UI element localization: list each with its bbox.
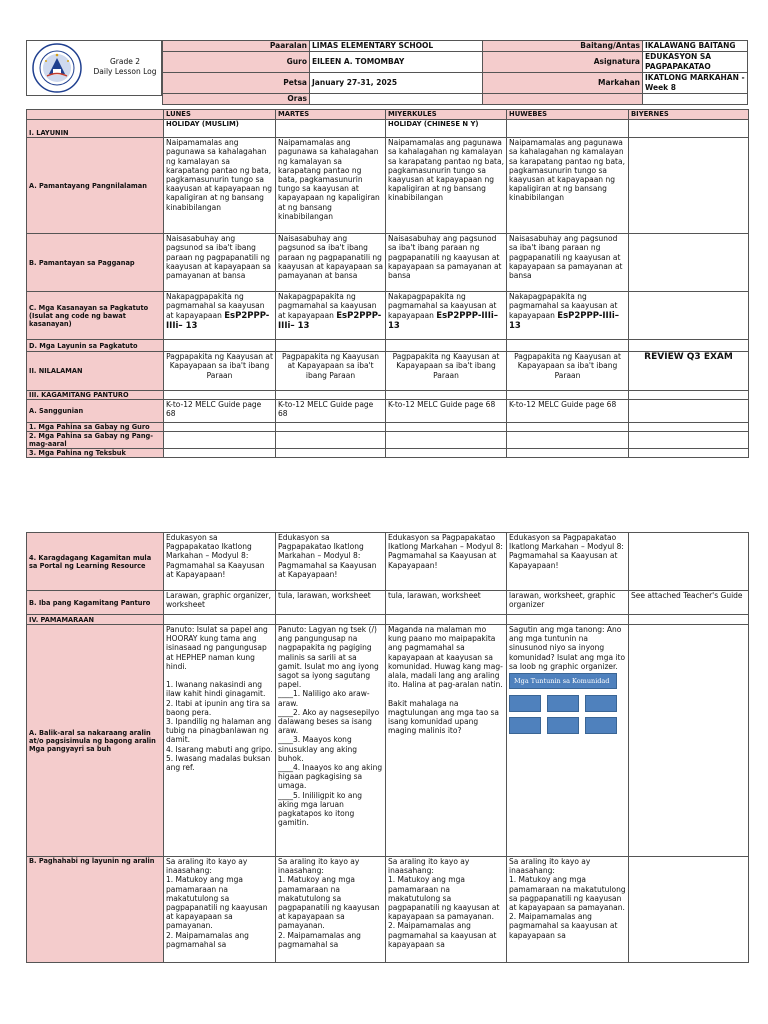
cell-huwebes: Pagpapakita ng Kaayusan at Kapayapaan sa iba't ibang Paraan <box>507 352 629 391</box>
subject-value: EDUKASYON SA PAGPAPAKATAO <box>643 52 748 73</box>
row-label: 3. Mga Pahina ng Teksbuk <box>27 449 164 458</box>
empty-cell <box>507 449 629 458</box>
empty-cell <box>164 449 276 458</box>
empty-cell <box>276 449 386 458</box>
section-layunin: I. LAYUNIN <box>27 120 164 138</box>
cell-biyernes <box>629 857 749 963</box>
layunin-row <box>27 120 749 138</box>
empty-cell <box>507 120 629 138</box>
organizer-box <box>585 717 617 734</box>
cell-biyernes <box>629 234 749 292</box>
row-label: C. Mga Kasanayan sa Pagkatuto (Isulat ang code ng bawat kasanayan) <box>27 292 164 340</box>
organizer-box <box>585 695 617 712</box>
empty-cell <box>276 423 386 432</box>
competency-code: EsP2PPP-IIIi– 13 <box>278 310 382 331</box>
row-label: 1. Mga Pahina sa Gabay ng Guro <box>27 423 164 432</box>
cell-martes: tula, larawan, worksheet <box>276 591 386 615</box>
cell-huwebes: larawan, worksheet, graphic organizer <box>507 591 629 615</box>
teacher-value: EILEEN A. TOMOMBAY <box>310 52 483 73</box>
header-label: Oras <box>163 94 310 105</box>
header-row <box>163 41 748 52</box>
row-label: D. Mga Layunin sa Pagkatuto <box>27 340 164 352</box>
empty-cell <box>629 432 749 449</box>
grade-label: Grade 2 <box>109 57 141 66</box>
day-huwebes: HUWEBES <box>507 110 629 120</box>
cell-huwebes: Naisasabuhay ang pagsunod sa iba't ibang paraan ng pagpapanatili ng kaayusan at kapayapaan sa pamayanan at bansa <box>507 234 629 292</box>
cell-lunes: Sa araling ito kayo ay inaasahang: 1. Matukoy ang mga pamamaraan na makatutulong sa pagpapanatili ng kaayusan at kapayapaan sa pamayanan. 2. Maipamamalas ang pagmamahal sa <box>164 857 276 963</box>
cell-biyernes: REVIEW Q3 EXAM <box>629 352 749 391</box>
header-row <box>163 73 748 94</box>
header-label: Paaralan <box>163 41 310 52</box>
organizer-box <box>547 717 579 734</box>
log-title: Daily Lesson Log <box>93 66 157 76</box>
cell-martes: Naisasabuhay ang pagsunod sa iba't ibang paraan ng pagpapanatili ng kaayusan at kapayapaan sa pamayanan at bansa <box>276 234 386 292</box>
row-label: A. Pamantayang Pangnilalaman <box>27 138 164 234</box>
competency-text: Nakapagpapakita ng pagmamahal sa kaayusan at kapayapaan <box>388 292 497 320</box>
cell-huwebes: Sa araling ito kayo ay inaasahang: 1. Matukoy ang mga pamamaraan na makatutulong sa pagpapanatili ng kaayusan at kapayapaan sa pamayanan. 2. Maipamamalas ang pagmamahal sa kaayusan at kapayapaan sa <box>507 857 629 963</box>
cell-miyerkules: tula, larawan, worksheet <box>386 591 507 615</box>
header-row <box>163 94 748 105</box>
holiday-miyerkules: HOLIDAY (CHINESE N Y) <box>386 120 507 138</box>
header-label: Asignatura <box>483 52 643 73</box>
cell-lunes: Naisasabuhay ang pagsunod sa iba't ibang paraan ng pagpapanatili ng kaayusan at kapayapaan sa pamayanan at bansa <box>164 234 276 292</box>
cell-martes <box>276 292 386 340</box>
empty-cell <box>629 615 749 625</box>
header-label: Guro <box>163 52 310 73</box>
deped-seal-icon <box>32 43 82 93</box>
teksbuk-row <box>27 449 749 458</box>
header-label: Markahan <box>483 73 643 94</box>
empty-cell <box>276 615 386 625</box>
cell-martes: Sa araling ito kayo ay inaasahang: 1. Matukoy ang mga pamamaraan na makatutulong sa pagpapanatili ng kaayusan at kapayapaan sa pamayanan. 2. Maipamamalas ang pagmamahal sa <box>276 857 386 963</box>
header-label: Petsa <box>163 73 310 94</box>
row-label: B. Iba pang Kagamitang Panturo <box>27 591 164 615</box>
empty-value <box>643 94 748 105</box>
empty-cell <box>164 432 276 449</box>
header-logo-box <box>26 40 162 96</box>
empty-cell <box>386 615 507 625</box>
competency-code: EsP2PPP-IIIi– 13 <box>509 310 620 331</box>
empty-cell <box>164 391 276 400</box>
paghahabi-row <box>27 857 749 963</box>
competency-text: Nakapagpapakita ng pagmamahal sa kaayusan at kapayapaan <box>166 292 265 320</box>
cell-miyerkules: Edukasyon sa Pagpapakatao Ikatlong Markahan – Modyul 8: Pagmamahal sa Kaayusan at Kapayapaan! <box>386 533 507 591</box>
days-header-row <box>27 110 749 120</box>
cell-martes: Naipamamalas ang pagunawa sa kahalagahan ng kamalayan sa karapatang pantao ng bata, pagkamasunurin tungo sa kaayusan at kapayapaan ng kapaligiran at ng bansang kinabibilangan <box>276 138 386 234</box>
cell-miyerkules: Naisasabuhay ang pagsunod sa iba't ibang paraan ng pagpapanatili ng kaayusan at kapayapaan sa pamayanan at bansa <box>386 234 507 292</box>
empty-cell <box>164 340 276 352</box>
cell-miyerkules: Pagpapakita ng Kaayusan at Kapayapaan sa iba't ibang Paraan <box>386 352 507 391</box>
empty-cell <box>629 391 749 400</box>
cell-miyerkules: K-to-12 MELC Guide page 68 <box>386 400 507 423</box>
cell-martes: Edukasyon sa Pagpapakatao Ikatlong Markahan – Modyul 8: Pagmamahal sa Kaayusan at Kapayapaan! <box>276 533 386 591</box>
row-label: B. Pamantayan sa Pagganap <box>27 234 164 292</box>
empty-cell <box>507 432 629 449</box>
empty-cell <box>629 449 749 458</box>
empty-cell <box>386 423 507 432</box>
cell-lunes: Edukasyon sa Pagpapakatao Ikatlong Markahan – Modyul 8: Pagmamahal sa Kaayusan at Kapayapaan! <box>164 533 276 591</box>
empty-cell <box>164 423 276 432</box>
lesson-log-table-part2 <box>26 532 749 963</box>
section-pamamaraan: IV. PAMAMARAAN <box>27 615 164 625</box>
empty-cell <box>276 340 386 352</box>
header-title <box>89 57 161 76</box>
cell-biyernes <box>629 292 749 340</box>
question-text: Sagutin ang mga tanong: Ano ang mga tuntunin na sinusunod niyo sa inyong komunidad? Isulat ang mga ito sa loob ng graphic organizer. <box>509 625 626 671</box>
cell-martes: Pagpapakita ng Kaayusan at Kapayapaan sa iba't ibang Paraan <box>276 352 386 391</box>
iba-pang-row <box>27 591 749 615</box>
cell-miyerkules <box>386 292 507 340</box>
cell-huwebes: K-to-12 MELC Guide page 68 <box>507 400 629 423</box>
graphic-organizer <box>509 673 617 735</box>
cell-martes: K-to-12 MELC Guide page 68 <box>276 400 386 423</box>
empty-cell <box>386 449 507 458</box>
kagamitan-row <box>27 391 749 400</box>
time-value <box>310 94 483 105</box>
pamamaraan-row <box>27 615 749 625</box>
pamantayan-sa-pagganap-row <box>27 234 749 292</box>
kasanayan-row <box>27 292 749 340</box>
header-info-table <box>162 40 748 105</box>
quarter-value: IKATLONG MARKAHAN - Week 8 <box>643 73 748 94</box>
cell-biyernes <box>629 533 749 591</box>
lesson-log-table-part1 <box>26 109 749 458</box>
row-label: A. Sanggunian <box>27 400 164 423</box>
grade-level-value: IKALAWANG BAITANG <box>643 41 748 52</box>
gabay-magaaral-row <box>27 432 749 449</box>
cell-miyerkules: Naipamamalas ang pagunawa sa kahalagahan ng kamalayan sa karapatang pantao ng bata, pagkamasunurin tungo sa kaayusan at kapayapaan ng kapaligiran at ng bansang kinabibilangan <box>386 138 507 234</box>
cell-huwebes: Naipamamalas ang pagunawa sa kahalagahan ng kamalayan sa karapatang pantao ng bata, pagkamasunurin tungo sa kaayusan at kapayapaan ng kapaligiran at ng bansang kinabibilangan <box>507 138 629 234</box>
cell-huwebes <box>507 625 629 857</box>
holiday-lunes: HOLIDAY (MUSLIM) <box>164 120 276 138</box>
portal-row <box>27 533 749 591</box>
cell-biyernes <box>629 625 749 857</box>
empty-cell <box>507 340 629 352</box>
empty-cell <box>386 340 507 352</box>
balik-aral-row <box>27 625 749 857</box>
corner-cell <box>27 110 164 120</box>
empty-cell <box>164 615 276 625</box>
section-kagamitan: III. KAGAMITANG PANTURO <box>27 391 164 400</box>
cell-lunes: Naipamamalas ang pagunawa sa kahalagahan ng kamalayan sa karapatang pantao ng bata, pagkamasunurin tungo sa kaayusan at kapayapaan ng kapaligiran at ng bansang kinabibilangan <box>164 138 276 234</box>
competency-text: Nakapagpapakita ng pagmamahal sa kaayusan at kapayapaan <box>509 292 618 320</box>
organizer-title: Mga Tuntunin sa Komunidad <box>509 673 617 689</box>
cell-huwebes <box>507 292 629 340</box>
day-lunes: LUNES <box>164 110 276 120</box>
cell-martes: Panuto: Lagyan ng tsek (/) ang pangungusap na nagpapakita ng pagiging malinis sa sarili at sa gamit. Isulat mo ang iyong sagot sa iyong sagutang papel. ____1. Naliligo ako araw-araw. ____2. Ako ay nagsesepilyo dalawang beses sa isang araw. ____3. Maayos kong sinusuklay ang aking buhok. ____4. Inaayos ko ang aking higaan pagkagising sa umaga. ____5. Inililigpit ko ang aking mga laruan pagkatapos ko itong gamitin. <box>276 625 386 857</box>
empty-cell <box>507 391 629 400</box>
cell-biyernes <box>629 400 749 423</box>
day-biyernes: BIYERNES <box>629 110 749 120</box>
cell-lunes: Pagpapakita ng Kaayusan at Kapayapaan sa iba't ibang Paraan <box>164 352 276 391</box>
empty-cell <box>629 340 749 352</box>
empty-cell <box>629 120 749 138</box>
cell-miyerkules: Sa araling ito kayo ay inaasahang: 1. Matukoy ang mga pamamaraan na makatutulong sa pagpapanatili ng kaayusan at kapayapaan sa pamayanan. 2. Maipamamalas ang pagmamahal sa kaayusan at kapayapaan sa <box>386 857 507 963</box>
empty-cell <box>276 432 386 449</box>
pamantayang-pangnilalaman-row <box>27 138 749 234</box>
gabay-guro-row <box>27 423 749 432</box>
cell-lunes: K-to-12 MELC Guide page 68 <box>164 400 276 423</box>
competency-code: EsP2PPP-IIIi– 13 <box>388 310 499 331</box>
cell-lunes: Panuto: Isulat sa papel ang HOORAY kung tama ang isinasaad ng pangungusap at HEPHEP naman kung hindi. 1. Iwanang nakasindi ang ilaw kahit hindi ginagamit. 2. Itabi at ipunin ang tira sa baong pera. 3. Ipandilig ng halaman ang tubig na pinagbanlawan ng damit. 4. Isarang mabuti ang gripo. 5. Iwasang madalas buksan ang ref. <box>164 625 276 857</box>
cell-lunes: Larawan, graphic organizer, worksheet <box>164 591 276 615</box>
cell-miyerkules: Maganda na malaman mo kung paano mo maipapakita ang pagmamahal sa kapayapaan at kaayusan sa komunidad. Huwag kang mag-alala, madali lang ang araling ito. Halina at pag-aralan natin. Bakit mahalaga na magtulungan ang mga tao sa isang komunidad upang maging malinis ito? <box>386 625 507 857</box>
day-miyerkules: MIYERKULES <box>386 110 507 120</box>
organizer-box <box>509 717 541 734</box>
cell-biyernes: See attached Teacher's Guide <box>629 591 749 615</box>
competency-code: EsP2PPP-IIIi– 13 <box>166 310 270 331</box>
empty-cell <box>629 423 749 432</box>
header-label: Baitang/Antas <box>483 41 643 52</box>
header-row <box>163 52 748 73</box>
sanggunian-row <box>27 400 749 423</box>
organizer-box <box>509 695 541 712</box>
date-value: January 27-31, 2025 <box>310 73 483 94</box>
school-value: LIMAS ELEMENTARY SCHOOL <box>310 41 483 52</box>
empty-cell <box>276 391 386 400</box>
header-label <box>483 94 643 105</box>
empty-cell <box>507 615 629 625</box>
cell-biyernes <box>629 138 749 234</box>
row-label: II. NILALAMAN <box>27 352 164 391</box>
day-martes: MARTES <box>276 110 386 120</box>
cell-huwebes: Edukasyon sa Pagpapakatao Ikatlong Markahan – Modyul 8: Pagmamahal sa Kaayusan at Kapayapaan! <box>507 533 629 591</box>
empty-cell <box>386 391 507 400</box>
competency-text: Nakapagpapakita ng pagmamahal sa kaayusan at kapayapaan <box>278 292 377 320</box>
nilalaman-row <box>27 352 749 391</box>
row-label: 4. Karagdagang Kagamitan mula sa Portal ng Learning Resource <box>27 533 164 591</box>
row-label: 2. Mga Pahina sa Gabay ng Pang-mag-aaral <box>27 432 164 449</box>
empty-cell <box>386 432 507 449</box>
organizer-box <box>547 695 579 712</box>
row-label: A. Balik-aral sa nakaraang aralin at/o pagsisimula ng bagong aralin Mga pangyayri sa buh <box>27 625 164 857</box>
empty-cell <box>276 120 386 138</box>
empty-cell <box>507 423 629 432</box>
row-label: B. Paghahabi ng layunin ng aralin <box>27 857 164 963</box>
d-layunin-row <box>27 340 749 352</box>
cell-lunes <box>164 292 276 340</box>
